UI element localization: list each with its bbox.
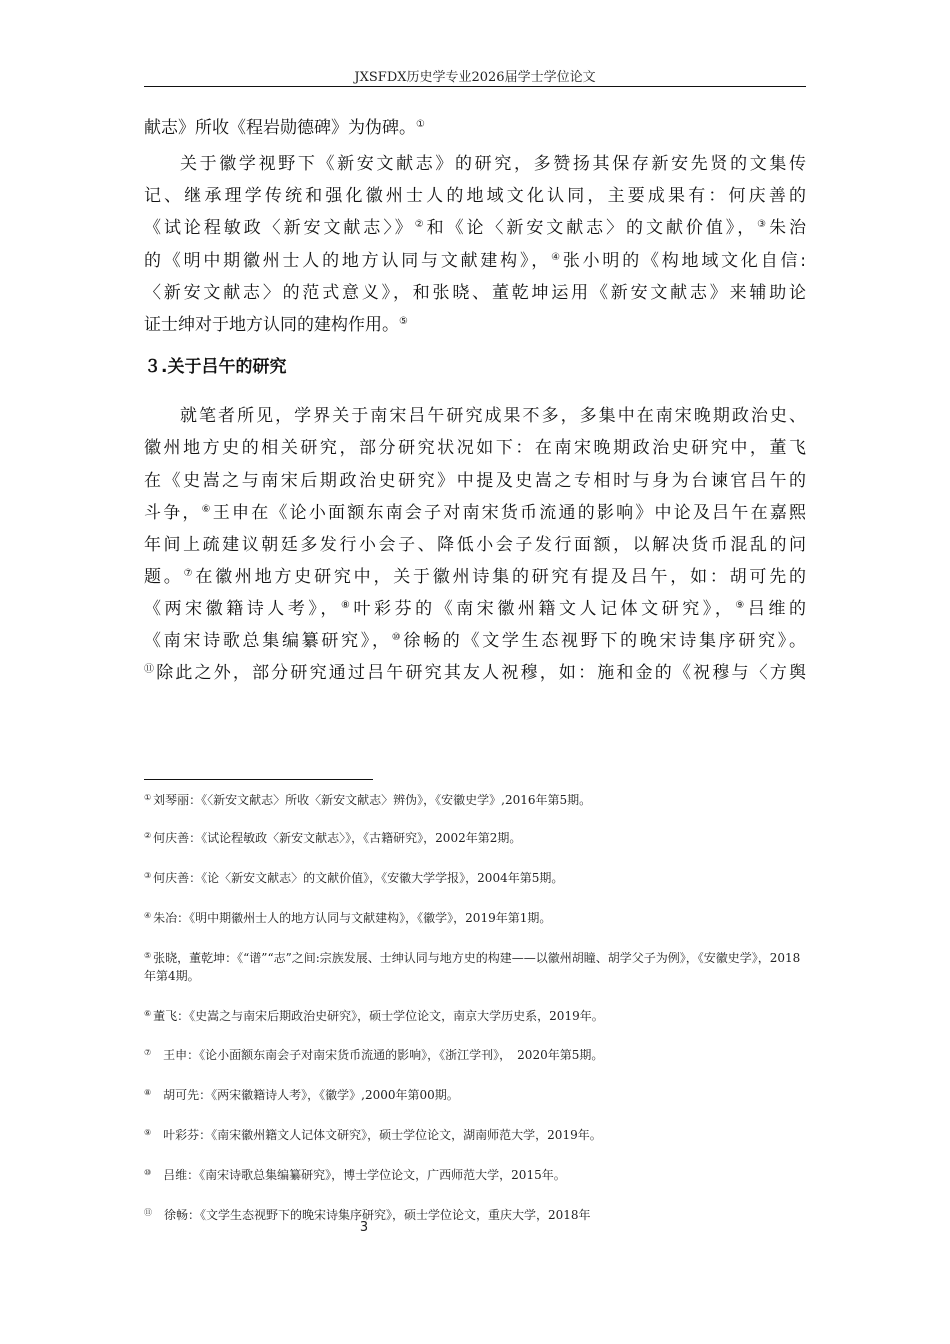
body-text: 徐畅的《文学生态视野下的晚宋诗集序研究》。 [403, 631, 807, 651]
footnote-marker[interactable]: ③ [757, 219, 770, 230]
footnote-marker[interactable]: ② [414, 219, 427, 230]
footnote-marker[interactable]: ① [416, 119, 425, 130]
footnote [144, 791, 806, 809]
footnote-mark: ③ [144, 871, 152, 880]
footnote-marker[interactable]: ⑦ [183, 568, 196, 579]
body-line: 就笔者所见，学界关于南宋吕午研究成果不多，多集中在南宋晚期政治史、 [180, 406, 806, 426]
footnote-text: 何庆善：《论〈新安文献志〉的文献价值》，《安徽大学学报》，2004年第5期。 [153, 871, 564, 885]
footnote [144, 1086, 806, 1104]
footnote [144, 909, 806, 927]
body-line [144, 630, 806, 652]
footnote-marker[interactable]: ⑧ [340, 600, 354, 611]
footnote-text: 叶彩芬：《南宋徽州籍文人记体文研究》，硕士学位论文，湖南师范大学，2019年。 [163, 1128, 602, 1142]
body-text: 斗争， [144, 503, 202, 523]
footnote-marker[interactable]: ⑨ [735, 600, 748, 611]
footnote-text: 徐畅：《文学生态视野下的晚宋诗集序研究》，硕士学位论文，重庆大学，2018年 [164, 1208, 591, 1222]
body-line [144, 217, 806, 239]
footnote [144, 1166, 806, 1184]
footnote [144, 869, 806, 887]
footnote-marker[interactable]: ⑩ [391, 632, 404, 643]
body-line [144, 502, 806, 524]
footnote-text: 董飞：《史嵩之与南宋后期政治史研究》，硕士学位论文，南京大学历史系，2019年。 [153, 1009, 604, 1023]
footnote-mark: ① [144, 793, 152, 802]
footnote-mark: ⑩ [144, 1168, 152, 1177]
footnote-marker[interactable]: ⑪ [144, 664, 157, 675]
body-text: 吕维的 [747, 599, 807, 619]
footnote-text: 何庆善：《试论程敏政〈新安文献志〉》，《古籍研究》，2002年第2期。 [153, 831, 522, 845]
section-heading: ３.关于吕午的研究 [144, 357, 287, 377]
body-line [144, 598, 806, 620]
footnote-mark: ⑥ [144, 1009, 152, 1018]
body-text: 和《论〈新安文献志〉的文献价值》， [426, 218, 758, 238]
footnote-text: 朱冶：《明中期徽州士人的地方认同与文献建构》，《徽学》，2019年第1期。 [153, 911, 552, 925]
body-text: 证士绅对于地方认同的建构作用。 [144, 315, 399, 335]
body-text: 王申在《论小面额东南会子对南宋货币流通的影响》中论及吕午在嘉熙 [212, 503, 806, 523]
body-text: 献志》所收《程岩勋德碑》为伪碑。 [144, 118, 416, 138]
body-text: 《南宋诗歌总集编纂研究》， [144, 631, 392, 651]
body-line: 〈新安文献志〉的范式意义》，和张晓、董乾坤运用《新安文献志》来辅助论 [144, 283, 806, 303]
footnote-text: 张晓，董乾坤：《“谱”“志”之间:宗族发展、士绅认同与地方史的构建——以徽州胡瞳、胡学父子为例》，《安徽史学》，2018年第4期。 [144, 951, 801, 983]
footnote-mark: ⑪ [144, 1208, 152, 1217]
header-rule [144, 86, 806, 87]
footnote-mark: ⑤ [144, 951, 152, 960]
footnote-mark: ⑧ [144, 1088, 152, 1097]
footnote-marker[interactable]: ④ [551, 252, 563, 263]
footnote-mark: ⑨ [144, 1128, 152, 1137]
body-text: 叶彩芬的《南宋徽州籍文人记体文研究》， [353, 599, 736, 619]
body-text: 张小明的《构地域文化自信: [562, 251, 807, 271]
footnote-text: 王申：《论小面额东南会子对南宋货币流通的影响》，《浙江学刊》， 2020年第5期。 [163, 1048, 604, 1062]
body-line: 徽州地方史的相关研究，部分研究状况如下：在南宋晚期政治史研究中，董飞 [144, 438, 806, 458]
running-header: JXSFDX历史学专业2026届学士学位论文 [354, 70, 596, 85]
body-text: 题。 [144, 567, 184, 587]
footnote [144, 1007, 806, 1025]
footnote-separator [144, 779, 373, 780]
page-number: 3 [359, 1220, 369, 1235]
body-text: 《两宋徽籍诗人考》， [144, 599, 341, 619]
footnote-text: 刘琴丽：《〈新安文献志〉所收〈新安文献志〉辨伪》，《安徽史学》,2016年第5期。 [153, 793, 592, 807]
body-text: 除此之外，部分研究通过吕午研究其友人祝穆，如：施和金的《祝穆与〈方舆 [156, 663, 807, 683]
footnote-text: 胡可先：《两宋徽籍诗人考》，《徽学》,2000年第00期。 [163, 1088, 459, 1102]
footnote [144, 829, 806, 847]
body-line: 记、继承理学传统和强化徽州士人的地域文化认同，主要成果有：何庆善的 [144, 186, 806, 206]
body-line [144, 250, 806, 272]
footnote [144, 1046, 806, 1064]
footnote-mark: ⑦ [144, 1048, 152, 1057]
footnote-mark: ② [144, 831, 152, 840]
body-line: 关于徽学视野下《新安文献志》的研究，多赞扬其保存新安先贤的文集传 [180, 154, 806, 174]
body-line [144, 117, 806, 139]
body-text: 《试论程敏政〈新安文献志〉》 [144, 218, 415, 238]
body-line [144, 662, 806, 684]
body-text: 的《明中期徽州士人的地方认同与文献建构》， [144, 251, 552, 271]
footnote-mark: ④ [144, 911, 152, 920]
body-text: 朱治 [769, 218, 807, 238]
body-line [144, 314, 806, 336]
footnote-marker[interactable]: ⑤ [399, 316, 408, 327]
body-line: 年间上疏建议朝廷多发行小会子、降低小会子发行面额，以解决货币混乱的问 [144, 535, 806, 555]
footnote-text: 吕维：《南宋诗歌总集编纂研究》，博士学位论文，广西师范大学，2015年。 [163, 1168, 566, 1182]
body-line: 在《史嵩之与南宋后期政治史研究》中提及史嵩之专相时与身为台谏官吕午的 [144, 471, 806, 491]
body-text: 在徽州地方史研究中，关于徽州诗集的研究有提及吕午，如：胡可先的 [195, 567, 807, 587]
body-line [144, 566, 806, 588]
footnote [144, 1126, 806, 1144]
footnote-marker[interactable]: ⑥ [201, 504, 213, 515]
footnote [144, 949, 806, 985]
